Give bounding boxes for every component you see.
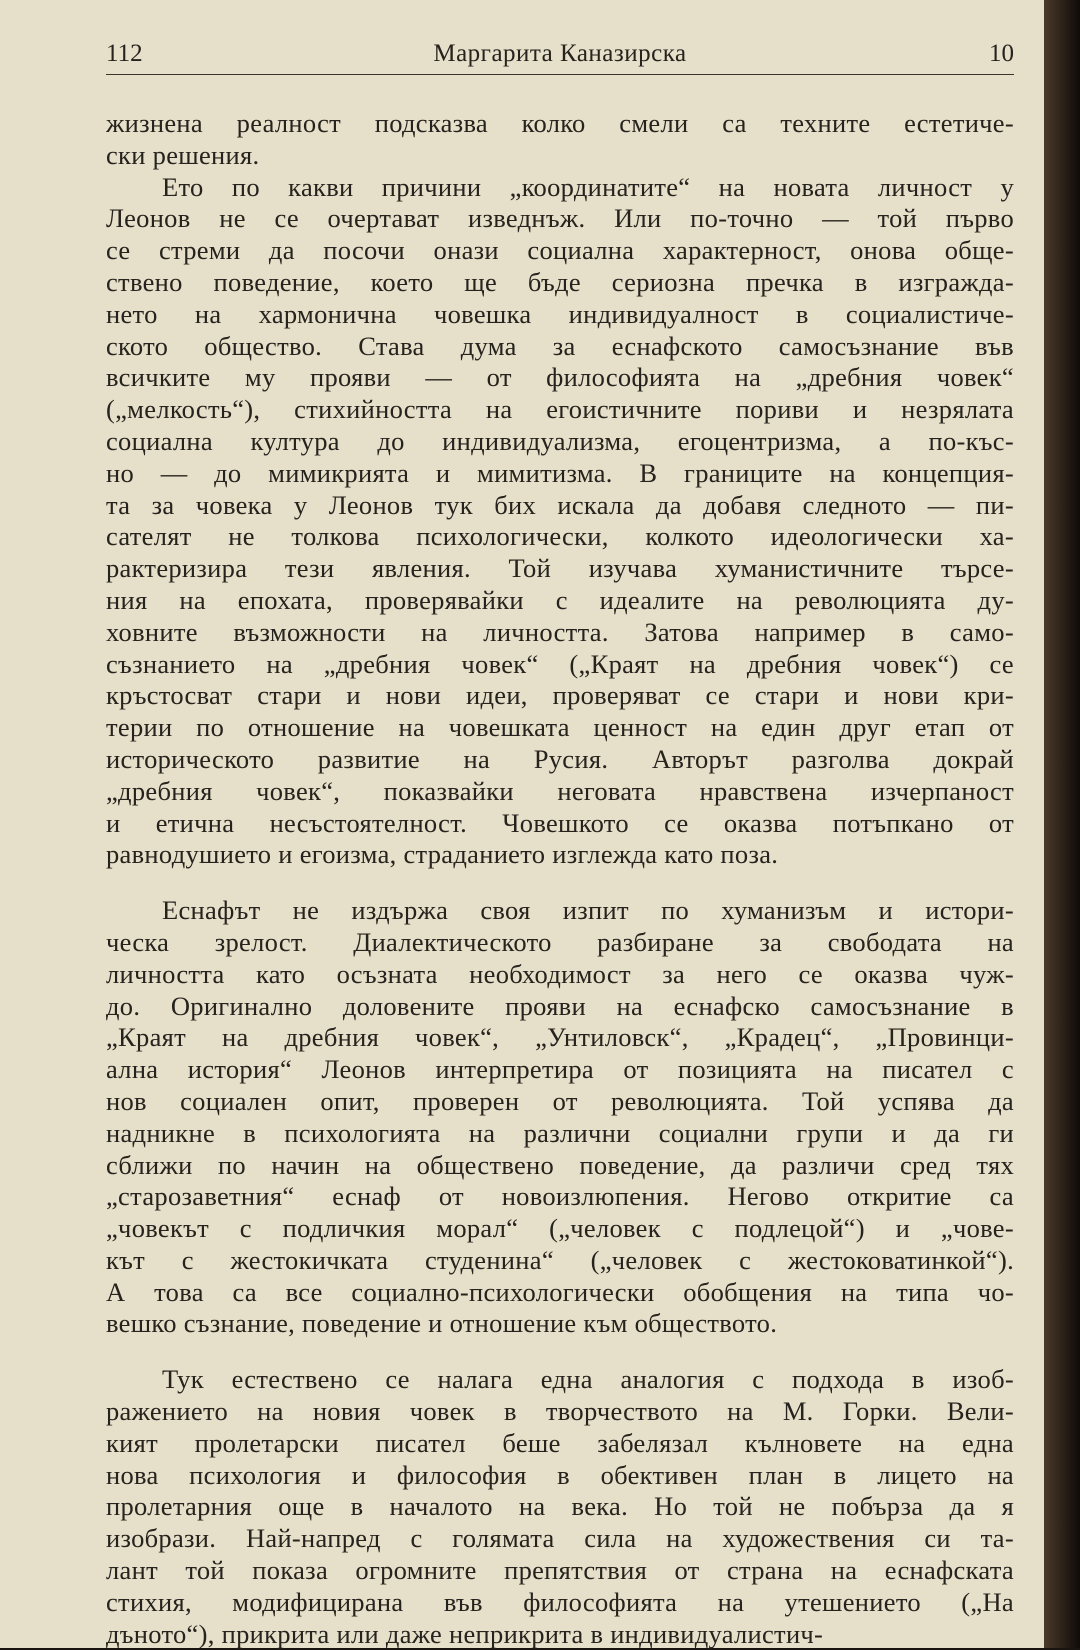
text-line: жизнена реалност подсказва колко смели са техните естетиче- (106, 108, 1014, 138)
text-line: лант той показа огромните препятствия от страна на еснафската (106, 1555, 1014, 1586)
text-line: ското общество. Става дума за еснафското самосъзнание във (106, 330, 1014, 361)
paragraph (106, 172, 1014, 872)
text-line: „човекът с подличкия морал“ („человек с подлецой“) и „чове- (106, 1213, 1014, 1244)
text-line: кият пролетарски писател беше забелязал кълновете на една (106, 1427, 1014, 1458)
text-line: „старозаветния“ еснаф от новоизлюпения. Негово откритие са (106, 1181, 1014, 1212)
text-line: Леонов не се очертават изведнъж. Или по-точно — той първо (106, 203, 1014, 234)
text-line: Еснафът не издържа своя изпит по хуманизъм и истори- (162, 895, 1014, 926)
text-line: всичките му прояви — от философията на „дребния човек“ (106, 362, 1014, 393)
chapter-mark: 10 (989, 40, 1014, 67)
text-line: ния на епохата, проверявайки с идеалите на революцията ду- (106, 584, 1014, 615)
text-line: А това са все социално-психологически обобщения на типа чо- (106, 1276, 1014, 1307)
text-line: кръстосват стари и нови идеи, проверяват се стари и нови кри- (106, 680, 1014, 711)
text-line: „дребния човек“, показвайки неговата нравствена изчерпаност (106, 775, 1014, 806)
text-line: та за човека у Леонов тук бих искала да добавя следното — пи- (106, 489, 1014, 520)
text-line: нов социален опит, проверен от революцията. Той успява да (106, 1085, 1014, 1116)
text-line: съзнанието на „дребния човек“ („Краят на дребния човек“) се (106, 648, 1014, 679)
text-line: сближи по начин на обществено поведение, да различи сред тях (106, 1149, 1014, 1180)
text-line: пролетарния още в началото на века. Но той не побърза да я (106, 1491, 1014, 1522)
running-title: Маргарита Каназирска (433, 40, 687, 67)
text-line: „Краят на дребния човек“, „Унтиловск“, „Крадец“, „Провинци- (106, 1022, 1014, 1053)
text-line: вешко съзнание, поведение и отношение към обществото. (106, 1308, 778, 1339)
text-line: ражението на новия човек в творчеството на М. Горки. Вели- (106, 1396, 1014, 1427)
text-line: стихия, модифицирана във философията на утешението („На (106, 1586, 1014, 1617)
header-rule (106, 74, 1014, 75)
text-line: нето на хармонична човешка индивидуалност в социалистиче- (106, 298, 1014, 329)
page-number: 112 (106, 40, 143, 67)
text-line: Ето по какви причини „координатите“ на новата личност у (162, 171, 1014, 202)
text-line: равнодушието и егоизма, страданието изглежда като поза. (106, 839, 779, 870)
text-line: се стреми да посочи онази социална характерност, онова обще- (106, 235, 1014, 266)
text-line: ски решения. (106, 139, 260, 170)
text-line: рактеризира тези явления. Той изучава хуманистичните търсе- (106, 553, 1014, 584)
text-line: но — до мимикрията и мимитизма. В границите на концепция- (106, 457, 1014, 488)
text-line: ствено поведение, което ще бъде сериозна пречка в изгражда- (106, 266, 1014, 297)
text-line: („мелкость“), стихийността на егоистичните пориви и незрялата (106, 394, 1014, 425)
text-line: нова психология и философия в обективен план в лицето на (106, 1459, 1014, 1490)
text-line: дъното“), прикрита или даже неприкрита в индивидуалистич- (106, 1618, 824, 1649)
text-line: сателят не толкова психологически, колкото идеологически ха- (106, 521, 1014, 552)
text-line: терии по отношение на човешката ценност на един друг етап от (106, 712, 1014, 743)
text-line: ална история“ Леонов интерпретира от позицията на писател с (106, 1054, 1014, 1085)
paragraph (106, 1364, 1014, 1650)
text-line: надникне в психологията на различни социални групи и да ги (106, 1117, 1014, 1148)
text-line: Тук естествено се налага една аналогия с подхода в изоб- (162, 1364, 1014, 1395)
text-line: изобрази. Най-напред с голямата сила на художествения си та- (106, 1523, 1014, 1554)
text-line: историческото развитие на Русия. Авторът разголва докрай (106, 743, 1014, 774)
text-line: ховните възможности на личността. Затова например в само- (106, 616, 1014, 647)
text-line: социална култура до индивидуализма, егоцентризма, а по-къс- (106, 425, 1014, 456)
text-line: ческа зрелост. Диалектическото разбиране за свободата на (106, 926, 1014, 957)
text-line: и етична несъстоятелност. Човешкото се оказва потъпкано от (106, 807, 1014, 838)
paragraph (106, 108, 1014, 172)
text-line: кът с жестокичката студенина“ („человек с жестоковатинкой“). (106, 1244, 1014, 1275)
page-edge-shadow (1044, 0, 1080, 1648)
paragraph (106, 895, 1014, 1340)
text-line: личността като осъзната необходимост за него се оказва чуж- (106, 958, 1014, 989)
body-text (106, 108, 1014, 1650)
text-line: до. Оригинално доловените прояви на еснафско самосъзнание в (106, 990, 1014, 1021)
